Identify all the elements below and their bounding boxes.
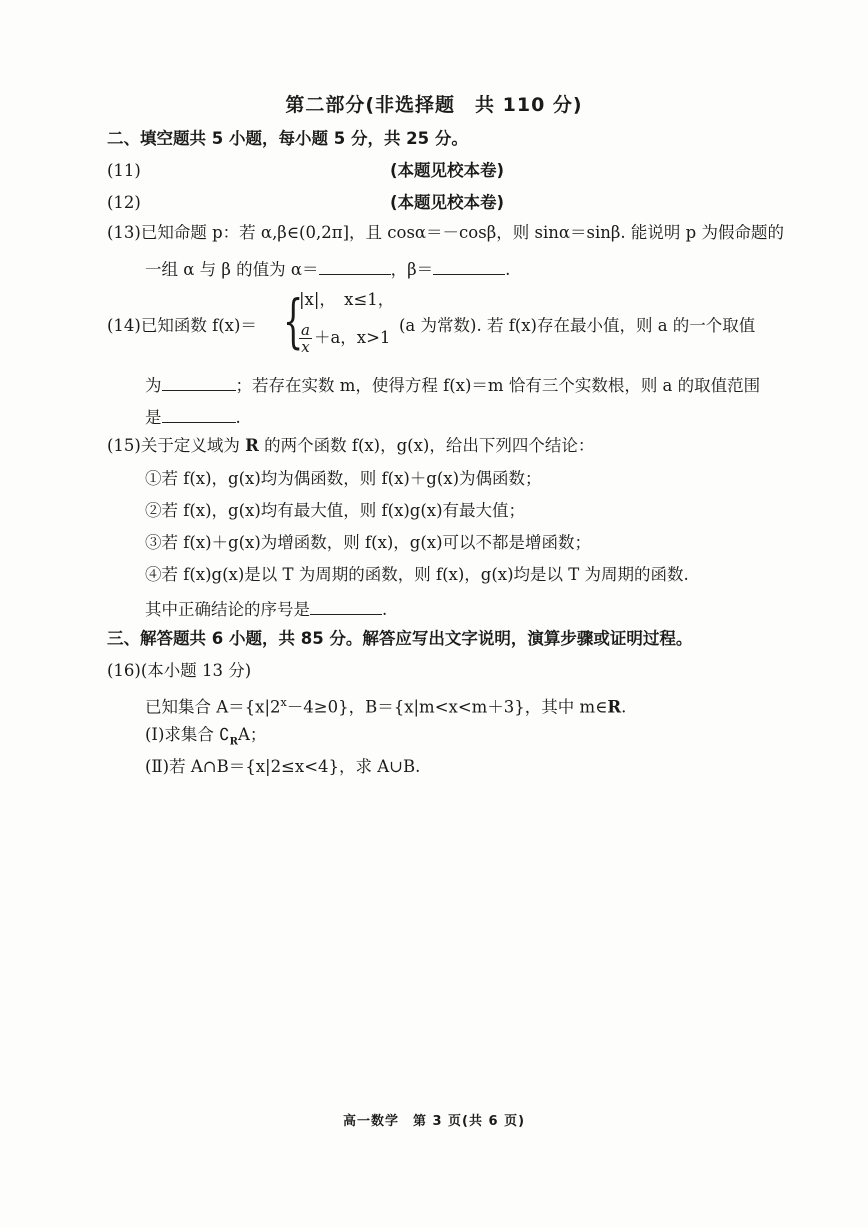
question-12-number: (12): [107, 193, 141, 212]
answer-blank-conclusions[interactable]: [310, 596, 382, 615]
question-16-given: [145, 692, 626, 719]
question-12-note: (本题见校本卷): [390, 193, 505, 212]
question-16-head: (16)(本小题 13 分): [107, 661, 252, 680]
conclusion-2: ②若 f(x)，g(x)均有最大值，则 f(x)g(x)有最大值；: [145, 501, 526, 520]
question-14-text-a: 为: [145, 376, 162, 395]
question-15-ask-end: .: [382, 600, 388, 619]
page-footer: 高一数学 第 3 页(共 6 页): [342, 1114, 526, 1129]
question-13-line-1: (13)已知命题 p：若 α,β∈(0,2π]，且 cosα＝－cosβ，则 sinα＝sinβ. 能说明 p 为假命题的: [107, 223, 784, 242]
section-title: 第二部分(非选择题 共 110 分): [285, 94, 583, 116]
question-16-given-a: 已知集合 A＝{x|2: [145, 697, 281, 717]
answer-blank-a-range[interactable]: [162, 404, 236, 423]
question-15-intro: [107, 435, 594, 457]
question-14-tail: (a 为常数). 若 f(x)存在最小值，则 a 的一个取值: [399, 316, 756, 335]
left-brace: {: [283, 287, 304, 355]
question-13-line-2: [145, 256, 510, 281]
question-13-text-b: ，β＝: [390, 260, 434, 279]
piecewise-case-2-rest: ＋a，x>1: [313, 328, 391, 347]
question-14-text-d: .: [235, 408, 241, 427]
answer-blank-a-value[interactable]: [162, 372, 236, 391]
question-16-given-c: .: [621, 697, 627, 717]
piecewise-case-2: [299, 322, 390, 355]
question-16-given-b: －4≥0}，B＝{x|m<x<m＋3}，其中 m∈: [286, 697, 608, 717]
question-16-part-1: [145, 724, 266, 753]
question-16-part-1-text: (Ⅰ)求集合 ∁: [145, 725, 230, 744]
conclusion-4: ④若 f(x)g(x)是以 T 为周期的函数，则 f(x)，g(x)均是以 T 为周期的函数.: [145, 565, 689, 584]
fraction-numerator: a: [301, 321, 310, 339]
question-13-text-c: .: [505, 260, 511, 279]
question-14-line-3: [145, 404, 241, 429]
exponent-x: x: [280, 696, 287, 709]
answer-blank-beta[interactable]: [433, 256, 505, 275]
real-numbers-symbol-2: R: [607, 697, 622, 717]
question-15-intro-a: (15)关于定义域为: [107, 436, 246, 455]
question-16-part-2: (Ⅱ)若 A∩B＝{x|2≤x<4}，求 A∪B.: [145, 757, 421, 776]
question-15-ask: [145, 596, 387, 621]
question-13-text-a: 一组 α 与 β 的值为 α＝: [145, 260, 319, 279]
question-14-text-b: ；若存在实数 m，使得方程 f(x)＝m 恰有三个实数根，则 a 的取值范围: [235, 376, 761, 395]
fraction-denominator: x: [301, 338, 310, 356]
answer-blank-alpha[interactable]: [319, 256, 391, 275]
answer-heading: 三、解答题共 6 小题，共 85 分。解答应写出文字说明，演算步骤或证明过程。: [107, 629, 693, 648]
question-16-part-1-end: A；: [237, 725, 267, 744]
fill-in-heading: 二、填空题共 5 小题，每小题 5 分，共 25 分。: [107, 129, 468, 148]
piecewise-case-1: |x|， x≤1，: [299, 290, 395, 309]
complement-subscript: R: [229, 736, 238, 748]
question-14-text-c: 是: [145, 408, 162, 427]
question-14-piecewise: [107, 284, 827, 364]
fraction-a-over-x: [299, 322, 312, 355]
question-14-line-2: [145, 372, 760, 397]
question-11-number: (11): [107, 161, 141, 180]
question-15-ask-text: 其中正确结论的序号是: [145, 600, 310, 619]
question-11-note: (本题见校本卷): [390, 161, 505, 180]
real-numbers-symbol: R: [245, 436, 259, 455]
conclusion-1: ①若 f(x)，g(x)均为偶函数，则 f(x)＋g(x)为偶函数；: [145, 469, 542, 488]
question-15-intro-b: 的两个函数 f(x)，g(x)，给出下列四个结论：: [258, 436, 595, 455]
question-14-label: (14)已知函数 f(x)＝: [107, 316, 257, 335]
conclusion-3: ③若 f(x)＋g(x)为增函数，则 f(x)，g(x)可以不都是增函数；: [145, 533, 592, 552]
